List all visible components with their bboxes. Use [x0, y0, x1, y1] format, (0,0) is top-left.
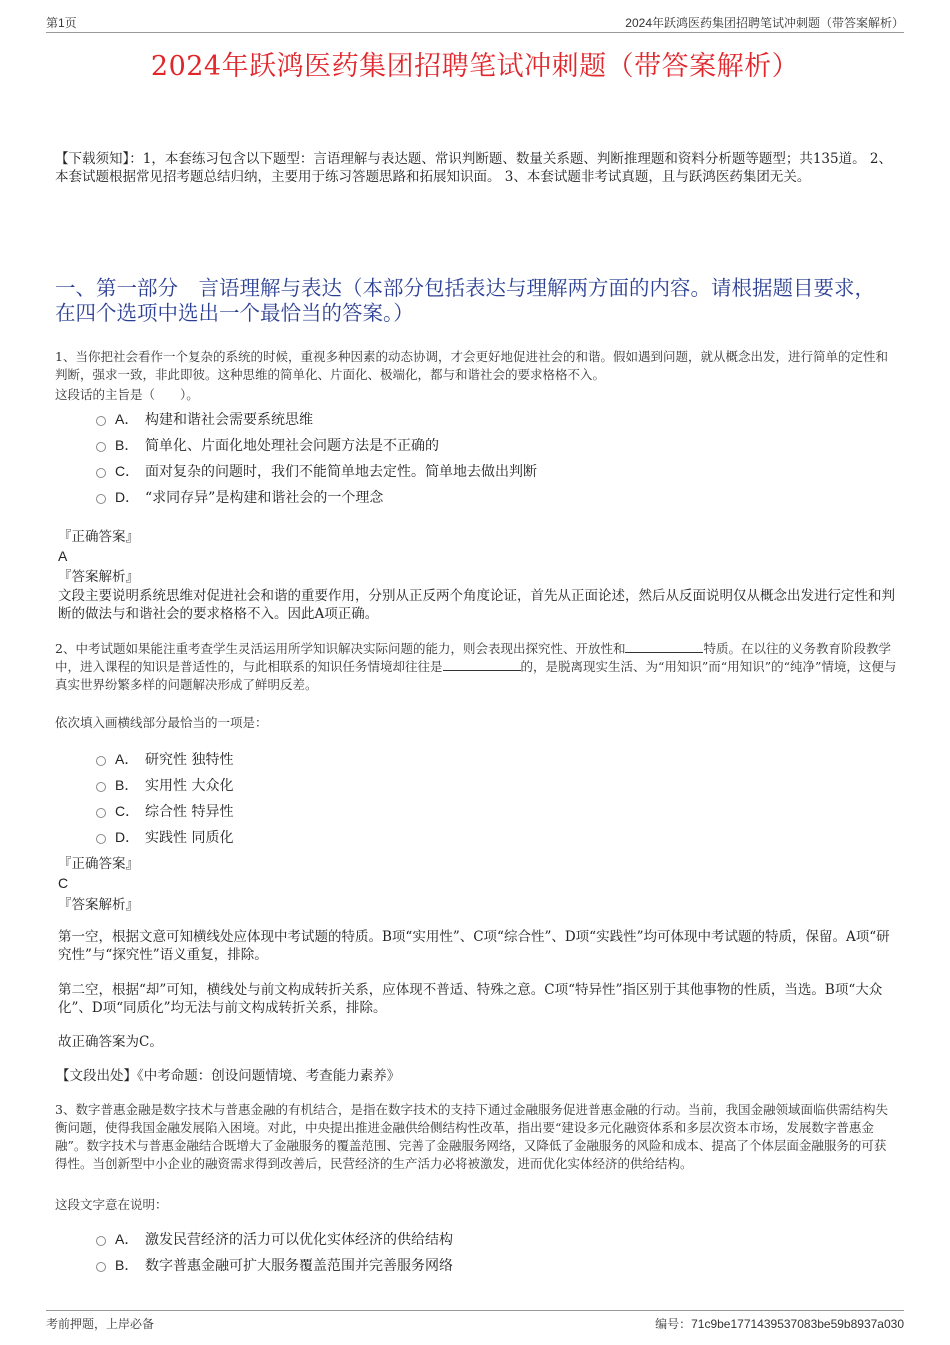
question-2-ask: 依次填入画横线部分最恰当的一项是： [55, 715, 268, 730]
answer-label: 『正确答案』 [58, 856, 139, 872]
footer-slogan: 考前押题，上岸必备 [46, 1317, 155, 1331]
question-3-ask: 这段文字意在说明： [55, 1197, 168, 1212]
question-2-stem: 2、中考试题如果能注重考查学生灵活运用所学知识解决实际问题的能力，则会表现出探究性、开放性和 特质。在以往的义务教育阶段教学中，进入课程的知识是普适性的，与此相联系的知识任务情境却往往是 的，是脱离现实生活、为“用知识”而“用知识”的“纯净”情境，这便与真实世界纷繁多样的问题解决形成了鲜明反差。 [55, 641, 897, 692]
document-title: 2024年跃鸿医药集团招聘笔试冲刺题（带答案解析） [150, 51, 800, 82]
download-notice: 【下载须知】：1，本套练习包含以下题型：言语理解与表达题、常识判断题、数量关系题、判断推理题和资料分析题等题型；共135道。 2、本套试题根据常见招考题总结归纳，主要用于练习答题思路和拓展知识面。 3、本套试题非考试真题，且与跃鸿医药集团无关。 [55, 151, 892, 185]
option-d[interactable]: D． 实践性 同质化 [96, 824, 233, 850]
question-3-stem: 3、数字普惠金融是数字技术与普惠金融的有机结合，是指在数字技术的支持下通过金融服务促进普惠金融的行动。当前，我国金融领域面临供需结构失衡问题，使得我国金融发展陷入困境。对此，中央提出推进金融供给侧结构性改革，指出要“建设多元化融资体系和多层次资本市场，发展数字普惠金融”。数字技术与普惠金融结合既增大了金融服务的覆盖范围、完善了金融服务网络，又降低了金融服务的风险和成本、提高了个体层面金融服务的可获得性。当创新型中小企业的融资需求得到改善后，民营经济的生产活力必将被激发，进而优化实体经济的供给结构。 [55, 1102, 888, 1171]
blank-line [443, 658, 521, 671]
header-doc-title: 2024年跃鸿医药集团招聘笔试冲刺题（带答案解析） [625, 16, 904, 30]
answer-value: C [58, 875, 69, 891]
analysis-text: 文段主要说明系统思维对促进社会和谐的重要作用，分别从正反两个角度论证，首先从正面论述，然后从反面说明仅从概念出发进行定性和判断的做法与和谐社会的要求格格不入。因此A项正确。 [58, 588, 895, 622]
radio-icon[interactable] [96, 442, 106, 452]
question-1-ask: 这段话的主旨是（ ）。 [55, 387, 199, 402]
analysis-label: 『答案解析』 [58, 569, 139, 585]
section-title: 一、第一部分 言语理解与表达（本部分包括表达与理解两方面的内容。请根据题目要求，在四个选项中选出一个最恰当的答案。） [55, 276, 875, 325]
radio-icon[interactable] [96, 468, 106, 478]
footer-code: 编号：71c9be1771439537083be59b8937a030 [655, 1317, 904, 1331]
option-a[interactable]: A． 激发民营经济的活力可以优化实体经济的供给结构 [96, 1226, 453, 1252]
radio-icon[interactable] [96, 782, 106, 792]
option-a[interactable]: A． 研究性 独特性 [96, 746, 233, 772]
radio-icon[interactable] [96, 494, 106, 504]
page-footer [46, 1310, 904, 1331]
answer-label: 『正确答案』 [58, 529, 139, 545]
radio-icon[interactable] [96, 808, 106, 818]
analysis-paragraph-2: 第二空，根据“却”可知，横线处与前文构成转折关系，应体现不普适、特殊之意。C项“特异性”指区别于其他事物的性质，当选。B项“大众化”、D项“同质化”均无法与前文构成转折关系，排除。 [58, 982, 883, 1016]
option-c[interactable]: C． 综合性 特异性 [96, 798, 233, 824]
radio-icon[interactable] [96, 834, 106, 844]
radio-icon[interactable] [96, 1262, 106, 1272]
option-b[interactable]: B． 数字普惠金融可扩大服务覆盖范围并完善服务网络 [96, 1252, 453, 1278]
radio-icon[interactable] [96, 1236, 106, 1246]
option-a[interactable]: A． 构建和谐社会需要系统思维 [96, 406, 537, 432]
analysis-label: 『答案解析』 [58, 897, 139, 913]
option-c[interactable]: C． 面对复杂的问题时，我们不能简单地去定性。简单地去做出判断 [96, 458, 537, 484]
radio-icon[interactable] [96, 756, 106, 766]
page-header [46, 12, 904, 33]
option-d[interactable]: D． “求同存异”是构建和谐社会的一个理念 [96, 484, 537, 510]
question-3-options [96, 1226, 453, 1278]
analysis-conclusion: 故正确答案为C。 [58, 1034, 163, 1050]
blank-line [625, 640, 703, 653]
source-citation: 【文段出处】《中考命题：创设问题情境、考查能力素养》 [56, 1068, 401, 1084]
answer-value: A [58, 548, 68, 564]
question-2-options [96, 746, 233, 850]
question-1-options [96, 406, 537, 510]
analysis-paragraph-1: 第一空，根据文意可知横线处应体现中考试题的特质。B项“实用性”、C项“综合性”、D项“实践性”均可体现中考试题的特质，保留。A项“研究性”与“探究性”语义重复，排除。 [58, 929, 890, 963]
option-b[interactable]: B． 简单化、片面化地处理社会问题方法是不正确的 [96, 432, 537, 458]
radio-icon[interactable] [96, 416, 106, 426]
question-1-stem: 1、当你把社会看作一个复杂的系统的时候，重视多种因素的动态协调，才会更好地促进社会的和谐。假如遇到问题，就从概念出发，进行简单的定性和判断，强求一致，非此即彼。这种思维的简单化、片面化、极端化，都与和谐社会的要求格格不入。 [55, 349, 888, 382]
option-b[interactable]: B． 实用性 大众化 [96, 772, 233, 798]
page-number: 第1页 [46, 16, 77, 30]
